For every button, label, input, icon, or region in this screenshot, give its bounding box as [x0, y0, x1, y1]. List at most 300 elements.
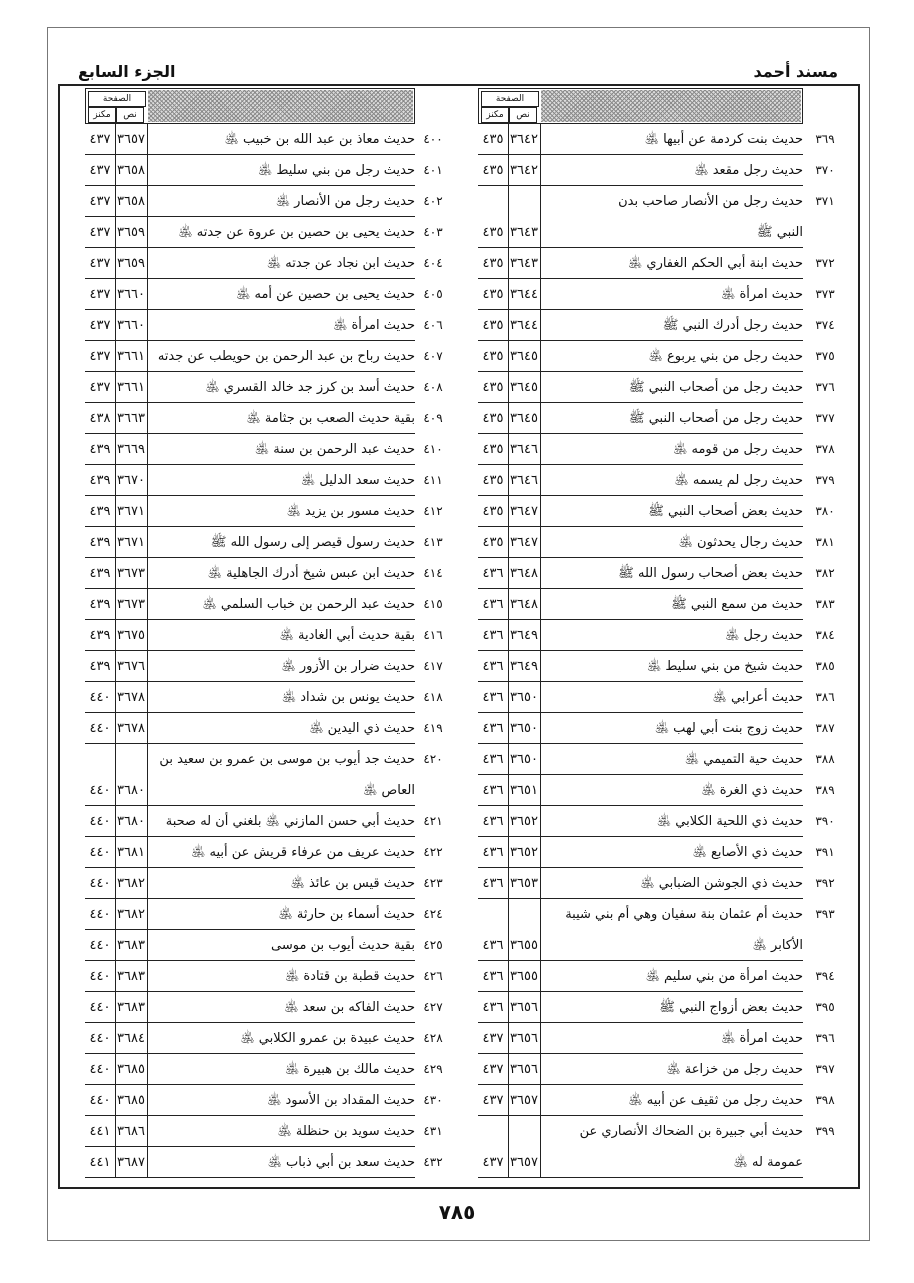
entry-number: ٤١٣ — [423, 535, 443, 549]
nass-page: ٣٦٤٥ — [510, 349, 538, 364]
header-hatch — [148, 90, 413, 122]
entry-title: حديث أعرابي ﵁ — [712, 690, 803, 705]
entry-number: ٣٨٠ — [815, 504, 835, 518]
entry-number: ٣٧٠ — [815, 163, 835, 177]
table-row — [478, 620, 803, 651]
entry-number: ٤٣٢ — [423, 1155, 443, 1169]
nass-page: ٣٦٨٥ — [117, 1093, 145, 1108]
entry-number: ٤١١ — [423, 473, 443, 487]
maknaz-page: ٤٣٩ — [89, 628, 111, 643]
entry-title: حديث رجل أدرك النبي ﷺ — [662, 318, 803, 333]
table-body — [85, 124, 443, 1178]
entry-number: ٣٨١ — [815, 535, 835, 549]
table-row — [85, 558, 415, 589]
entry-number: ٤٠٦ — [423, 318, 443, 332]
table-row — [85, 868, 415, 899]
table-row — [85, 1023, 415, 1054]
table-row — [478, 682, 803, 713]
maknaz-page: ٤٣٩ — [89, 535, 111, 550]
entry-title: حديث معاذ بن عبد الله بن خبيب ﵁ — [224, 132, 415, 147]
entry-number: ٣٨٣ — [815, 597, 835, 611]
entry-title: حديث أبي جبيرة بن الضحاك الأنصاري عن — [579, 1124, 803, 1139]
nass-page: ٣٦٤٣ — [510, 225, 538, 240]
entry-title: حديث بعض أصحاب النبي ﷺ — [648, 504, 803, 519]
table-row — [85, 744, 415, 775]
nass-page: ٣٦٦٠ — [117, 287, 145, 302]
entry-title: حديث رجل من أصحاب النبي ﷺ — [628, 411, 803, 426]
page-header-label: الصفحة — [88, 91, 146, 107]
table-row — [478, 589, 803, 620]
entry-number: ٣٩٤ — [815, 969, 835, 983]
table-row — [85, 372, 415, 403]
entry-title: حديث عبيدة بن عمرو الكلابي ﵁ — [240, 1031, 415, 1046]
entry-title: حديث عبد الرحمن بن سنة ﵁ — [254, 442, 415, 457]
entry-title: حديث ذي الأصابع ﵁ — [692, 845, 803, 860]
entry-title: بقية حديث أبي الغادية ﵁ — [279, 628, 415, 643]
nass-page: ٣٦٨١ — [117, 845, 145, 860]
nass-page: ٣٦٤٣ — [510, 256, 538, 271]
maknaz-page: ٤٣٧ — [482, 1093, 504, 1108]
nass-page: ٣٦٤٩ — [510, 628, 538, 643]
entry-title: حديث ضرار بن الأزور ﵁ — [281, 659, 415, 674]
nass-header-label: نص — [116, 107, 144, 123]
entry-number: ٣٨٧ — [815, 721, 835, 735]
entry-title: حديث ابن نجاد عن جدته ﵁ — [266, 256, 415, 271]
maknaz-page: ٤٣٥ — [482, 535, 504, 550]
entry-title: الأكابر ﵁ — [752, 938, 803, 953]
entry-number: ٤٣٠ — [423, 1093, 443, 1107]
header-hatch — [541, 90, 801, 122]
nass-page: ٣٦٤٨ — [510, 566, 538, 581]
maknaz-page: ٤٣٥ — [482, 411, 504, 426]
entry-number: ٤٠٠ — [423, 132, 443, 146]
entry-number: ٤٢٧ — [423, 1000, 443, 1014]
maknaz-page: ٤٤٠ — [89, 969, 111, 984]
table-row — [478, 1023, 803, 1054]
entry-title: عمومة له ﵁ — [733, 1155, 803, 1170]
nass-page: ٣٦٧٨ — [117, 721, 145, 736]
nass-page: ٣٦٨٠ — [117, 783, 145, 798]
table-row — [85, 1147, 415, 1178]
table-row — [478, 124, 803, 155]
nass-page: ٣٦٤٢ — [510, 132, 538, 147]
maknaz-page: ٤٤١ — [89, 1155, 111, 1170]
maknaz-page: ٤٤٠ — [89, 876, 111, 891]
maknaz-page: ٤٣٧ — [89, 194, 111, 209]
entry-title: حديث ابنة أبي الحكم الغفاري ﵁ — [628, 256, 803, 271]
table-row — [478, 1054, 803, 1085]
maknaz-page: ٤٣٧ — [89, 287, 111, 302]
entry-title: حديث رجل من أصحاب النبي ﷺ — [628, 380, 803, 395]
table-row — [85, 961, 415, 992]
entry-title: حديث بعض أصحاب رسول الله ﷺ — [618, 566, 803, 581]
entry-number: ٤١٦ — [423, 628, 443, 642]
entry-title: حديث رجل لم يسمه ﵁ — [674, 473, 803, 488]
table-row — [478, 310, 803, 341]
entry-title: حديث رجل من الأنصار ﵁ — [275, 194, 415, 209]
entry-number: ٣٩٦ — [815, 1031, 835, 1045]
table-body — [478, 124, 835, 1178]
table-row — [85, 124, 415, 155]
entry-title: حديث أسد بن كرز جد خالد القسري ﵁ — [205, 380, 415, 395]
entry-number: ٤١٩ — [423, 721, 443, 735]
nass-page: ٣٦٤٥ — [510, 411, 538, 426]
entry-number: ٣٧٦ — [815, 380, 835, 394]
nass-page: ٣٦٥٦ — [510, 1062, 538, 1077]
maknaz-page: ٤٣٧ — [89, 256, 111, 271]
nass-page: ٣٦٨٤ — [117, 1031, 145, 1046]
entry-number: ٤٢٦ — [423, 969, 443, 983]
nass-page: ٣٦٨٦ — [117, 1124, 145, 1139]
table-row — [85, 806, 415, 837]
table-row — [85, 465, 415, 496]
nass-page: ٣٦٥٧ — [117, 132, 145, 147]
nass-page: ٣٦٥٠ — [510, 690, 538, 705]
maknaz-page: ٤٣٧ — [89, 225, 111, 240]
table-row — [478, 434, 803, 465]
entry-title: النبي ﷺ — [756, 225, 803, 240]
nass-page: ٣٦٥٠ — [510, 752, 538, 767]
table-row — [85, 713, 415, 744]
table-row — [85, 620, 415, 651]
maknaz-page: ٤٣٧ — [89, 132, 111, 147]
table-row — [478, 527, 803, 558]
table-row — [478, 744, 803, 775]
entry-title: حديث سعد الدليل ﵁ — [301, 473, 415, 488]
maknaz-page: ٤٣٩ — [89, 659, 111, 674]
entry-number: ٣٩٣ — [815, 907, 835, 921]
nass-page: ٣٦٤٦ — [510, 442, 538, 457]
entry-title: حديث من سمع النبي ﷺ — [671, 597, 803, 612]
nass-page: ٣٦٦١ — [117, 380, 145, 395]
entry-number: ٣٧٥ — [815, 349, 835, 363]
entry-title: حديث يحيى بن حصين بن عروة عن جدته ﵁ — [178, 225, 415, 240]
entry-number: ٣٧٤ — [815, 318, 835, 332]
entry-number: ٤٢٤ — [423, 907, 443, 921]
entry-number: ٤١٤ — [423, 566, 443, 580]
entry-title: حديث جد أيوب بن موسى بن عمرو بن سعيد بن — [159, 752, 415, 767]
entry-title: حديث ابن عبس شيخ أدرك الجاهلية ﵁ — [207, 566, 415, 581]
maknaz-page: ٤٣٩ — [89, 504, 111, 519]
table-row — [85, 651, 415, 682]
table-row — [85, 589, 415, 620]
maknaz-page: ٤٤٠ — [89, 783, 111, 798]
nass-page: ٣٦٥١ — [510, 783, 538, 798]
entry-number: ٤٠٩ — [423, 411, 443, 425]
table-row — [85, 217, 415, 248]
entry-number: ٤٠١ — [423, 163, 443, 177]
entry-title: حديث ذي الجوشن الضبابي ﵁ — [640, 876, 803, 891]
maknaz-page: ٤٣٥ — [482, 473, 504, 488]
nass-page: ٣٦٥٩ — [117, 256, 145, 271]
nass-page: ٣٦٥٠ — [510, 721, 538, 736]
nass-page: ٣٦٤٤ — [510, 287, 538, 302]
entry-number: ٤٢٣ — [423, 876, 443, 890]
entry-number: ٤٠٨ — [423, 380, 443, 394]
entry-title: حديث قطبة بن قتادة ﵁ — [285, 969, 415, 984]
entry-title: حديث بنت كردمة عن أبيها ﵁ — [644, 132, 803, 147]
table-row — [85, 186, 415, 217]
entry-title: حديث شيخ من بني سليط ﵁ — [646, 659, 803, 674]
nass-page: ٣٦٤٨ — [510, 597, 538, 612]
entry-title: حديث يونس بن شداد ﵁ — [281, 690, 415, 705]
entry-number: ٣٨٢ — [815, 566, 835, 580]
table-row — [478, 248, 803, 279]
entry-number: ٣٦٩ — [815, 132, 835, 146]
nass-page: ٣٦٥٧ — [510, 1093, 538, 1108]
entry-title: حديث مسور بن يزيد ﵁ — [286, 504, 415, 519]
table-row — [85, 341, 415, 372]
maknaz-page: ٤٣٥ — [482, 318, 504, 333]
entry-number: ٤٠٧ — [423, 349, 443, 363]
entry-title: حديث أبي حسن المازني ﵁ بلغني أن له صحبة — [165, 814, 415, 829]
maknaz-page: ٤٣٧ — [482, 1062, 504, 1077]
nass-page: ٣٦٨٢ — [117, 876, 145, 891]
table-header — [85, 88, 415, 124]
maknaz-page: ٤٣٥ — [482, 442, 504, 457]
table-row — [85, 1054, 415, 1085]
table-row — [85, 837, 415, 868]
maknaz-page: ٤٣٦ — [482, 628, 504, 643]
volume-title: الجزء السابع — [78, 62, 176, 81]
entry-number: ٣٨٩ — [815, 783, 835, 797]
entry-title: حديث رجل مقعد ﵁ — [694, 163, 803, 178]
nass-page: ٣٦٨٣ — [117, 938, 145, 953]
entry-title: حديث رجل من ثقيف عن أبيه ﵁ — [628, 1093, 803, 1108]
maknaz-page: ٤٣٥ — [482, 349, 504, 364]
table-row — [85, 1116, 415, 1147]
entry-number: ٣٧٣ — [815, 287, 835, 301]
entry-number: ٤٣١ — [423, 1124, 443, 1138]
maknaz-page: ٤٣٦ — [482, 721, 504, 736]
table-row — [85, 1085, 415, 1116]
entry-title: حديث ذي اليدين ﵁ — [309, 721, 415, 736]
table-row — [478, 868, 803, 899]
nass-page: ٣٦٧٥ — [117, 628, 145, 643]
entry-title: حديث عريف من عرفاء قريش عن أبيه ﵁ — [191, 845, 415, 860]
maknaz-page: ٤٤٠ — [89, 721, 111, 736]
table-row — [478, 713, 803, 744]
entry-number: ٣٧٢ — [815, 256, 835, 270]
entry-title: حديث أم عثمان بنة سفيان وهي أم بني شيبة — [565, 907, 803, 922]
maknaz-page: ٤٤٠ — [89, 907, 111, 922]
nass-page: ٣٦٥٨ — [117, 194, 145, 209]
entry-number: ٣٧٨ — [815, 442, 835, 456]
nass-page: ٣٦٨٣ — [117, 969, 145, 984]
entry-number: ٤١٢ — [423, 504, 443, 518]
table-row — [478, 496, 803, 527]
entry-number: ٤٠٣ — [423, 225, 443, 239]
maknaz-page: ٤٤٠ — [89, 938, 111, 953]
row-separator — [85, 1177, 415, 1178]
entry-number: ٤٠٤ — [423, 256, 443, 270]
entry-number: ٣٨٨ — [815, 752, 835, 766]
maknaz-page: ٤٣٩ — [89, 473, 111, 488]
column-divider — [508, 124, 509, 1178]
maknaz-page: ٤٣٥ — [482, 287, 504, 302]
maknaz-header-label: مكنز — [481, 107, 509, 123]
entry-title: حديث سعد بن أبي ذباب ﵁ — [267, 1155, 415, 1170]
table-row — [478, 341, 803, 372]
table-row — [478, 403, 803, 434]
entry-title: حديث رجل من بني سليط ﵁ — [258, 163, 415, 178]
nass-page: ٣٦٨٠ — [117, 814, 145, 829]
table-row — [478, 558, 803, 589]
entry-number: ٣٨٦ — [815, 690, 835, 704]
nass-page: ٣٦٥٨ — [117, 163, 145, 178]
entry-title: حديث ذي الغرة ﵁ — [701, 783, 803, 798]
nass-page: ٣٦٥٦ — [510, 1031, 538, 1046]
table-row — [85, 248, 415, 279]
maknaz-page: ٤٣٦ — [482, 566, 504, 581]
table-row — [478, 775, 803, 806]
entry-title: بقية حديث الصعب بن جثامة ﵁ — [246, 411, 415, 426]
maknaz-page: ٤٣٦ — [482, 659, 504, 674]
nass-page: ٣٦٨٣ — [117, 1000, 145, 1015]
entry-number: ٣٩٠ — [815, 814, 835, 828]
table-row — [478, 465, 803, 496]
entry-title: حديث رجل ﵁ — [725, 628, 803, 643]
maknaz-page: ٤٣٧ — [89, 380, 111, 395]
entry-number: ٣٩٥ — [815, 1000, 835, 1014]
entry-title: حديث رباح بن عبد الرحمن بن حويطب عن جدته — [157, 349, 415, 364]
maknaz-page: ٤٣٧ — [89, 318, 111, 333]
nass-page: ٣٦٧٨ — [117, 690, 145, 705]
nass-page: ٣٦٥٦ — [510, 1000, 538, 1015]
entry-title: العاص ﵁ — [363, 783, 415, 798]
entry-title: حديث رجل من بني يربوع ﵁ — [648, 349, 803, 364]
maknaz-page: ٤٣٦ — [482, 845, 504, 860]
table-row — [478, 899, 803, 930]
nass-page: ٣٦٨٢ — [117, 907, 145, 922]
nass-page: ٣٦٥٧ — [510, 1155, 538, 1170]
entry-title: حديث مالك بن هبيرة ﵁ — [284, 1062, 415, 1077]
maknaz-page: ٤٣٥ — [482, 256, 504, 271]
maknaz-page: ٤٣٧ — [482, 1155, 504, 1170]
nass-page: ٣٦٧١ — [117, 535, 145, 550]
nass-page: ٣٦٦٣ — [117, 411, 145, 426]
entry-number: ٤٢٥ — [423, 938, 443, 952]
entry-number: ٣٨٤ — [815, 628, 835, 642]
nass-page: ٣٦٤٧ — [510, 535, 538, 550]
nass-page: ٣٦٦٩ — [117, 442, 145, 457]
table-row — [478, 217, 803, 248]
maknaz-page: ٤٣٦ — [482, 783, 504, 798]
maknaz-page: ٤٣٦ — [482, 876, 504, 891]
table-row — [478, 372, 803, 403]
entry-number: ٤٠٢ — [423, 194, 443, 208]
table-row — [85, 496, 415, 527]
entry-title: حديث رجال يحدثون ﵁ — [678, 535, 803, 550]
maknaz-page: ٤٤٠ — [89, 814, 111, 829]
entry-number: ٤٢٢ — [423, 845, 443, 859]
entry-number: ٤٢٨ — [423, 1031, 443, 1045]
entry-number: ٤١٠ — [423, 442, 443, 456]
nass-page: ٣٦٧٦ — [117, 659, 145, 674]
entry-title: حديث زوج بنت أبي لهب ﵁ — [654, 721, 803, 736]
entry-title: حديث رجل من خزاعة ﵁ — [666, 1062, 803, 1077]
table-row — [85, 992, 415, 1023]
maknaz-page: ٤٤١ — [89, 1124, 111, 1139]
book-title: مسند أحمد — [753, 62, 838, 81]
entry-title: حديث سويد بن حنظلة ﵁ — [277, 1124, 415, 1139]
entry-title: حديث رسول قيصر إلى رسول الله ﷺ — [210, 535, 415, 550]
entry-title: حديث امرأة ﵁ — [333, 318, 415, 333]
maknaz-page: ٤٣٩ — [89, 442, 111, 457]
entry-title: حديث امرأة ﵁ — [721, 287, 803, 302]
nass-page: ٣٦٧٣ — [117, 566, 145, 581]
nass-page: ٣٦٧٠ — [117, 473, 145, 488]
nass-page: ٣٦٨٥ — [117, 1062, 145, 1077]
maknaz-page: ٤٣٦ — [482, 938, 504, 953]
entry-number: ٣٩٨ — [815, 1093, 835, 1107]
entry-title: حديث عبد الرحمن بن خباب السلمي ﵁ — [202, 597, 415, 612]
entry-title: حديث امرأة من بني سليم ﵁ — [645, 969, 803, 984]
nass-page: ٣٦٥٥ — [510, 969, 538, 984]
entry-title: حديث حية التميمي ﵁ — [684, 752, 803, 767]
table-row — [85, 899, 415, 930]
entry-number: ٤١٥ — [423, 597, 443, 611]
entry-number: ٣٧٧ — [815, 411, 835, 425]
maknaz-page: ٤٣٦ — [482, 969, 504, 984]
table-row — [478, 1147, 803, 1178]
nass-page: ٣٦٥٥ — [510, 938, 538, 953]
left-index-table — [85, 88, 443, 1178]
table-row — [85, 155, 415, 186]
entry-number: ٣٩٧ — [815, 1062, 835, 1076]
table-row — [478, 186, 803, 217]
entry-number: ٤٢٩ — [423, 1062, 443, 1076]
maknaz-page: ٤٣٩ — [89, 566, 111, 581]
entry-number: ٤٢٠ — [423, 752, 443, 766]
nass-page: ٣٦٤٥ — [510, 380, 538, 395]
maknaz-page: ٤٤٠ — [89, 690, 111, 705]
entry-title: حديث امرأة ﵁ — [721, 1031, 803, 1046]
entry-title: حديث بعض أزواج النبي ﷺ — [659, 1000, 803, 1015]
nass-page: ٣٦٥٣ — [510, 876, 538, 891]
nass-page: ٣٦٤٢ — [510, 163, 538, 178]
table-row — [478, 930, 803, 961]
maknaz-page: ٤٤٠ — [89, 845, 111, 860]
nass-page: ٣٦٦١ — [117, 349, 145, 364]
nass-page: ٣٦٧٣ — [117, 597, 145, 612]
entry-title: حديث أسماء بن حارثة ﵁ — [278, 907, 415, 922]
table-row — [478, 155, 803, 186]
entry-number: ٣٩٩ — [815, 1124, 835, 1138]
table-row — [85, 527, 415, 558]
entry-title: حديث الفاكه بن سعد ﵁ — [284, 1000, 415, 1015]
maknaz-page: ٤٣٦ — [482, 1000, 504, 1015]
table-row — [85, 775, 415, 806]
maknaz-page: ٤٣٥ — [482, 163, 504, 178]
maknaz-page: ٤٤٠ — [89, 1093, 111, 1108]
entry-number: ٤١٧ — [423, 659, 443, 673]
table-row — [85, 434, 415, 465]
table-row — [478, 651, 803, 682]
nass-page: ٣٦٤٦ — [510, 473, 538, 488]
maknaz-page: ٤٤٠ — [89, 1000, 111, 1015]
entry-title: حديث المقداد بن الأسود ﵁ — [267, 1093, 415, 1108]
entry-number: ٤٢١ — [423, 814, 443, 828]
nass-page: ٣٦٤٧ — [510, 504, 538, 519]
table-row — [478, 806, 803, 837]
table-row — [85, 930, 415, 961]
entry-number: ٣٧٩ — [815, 473, 835, 487]
table-row — [478, 992, 803, 1023]
maknaz-page: ٤٣٧ — [89, 349, 111, 364]
entry-number: ٣٨٥ — [815, 659, 835, 673]
nass-page: ٣٦٨٧ — [117, 1155, 145, 1170]
